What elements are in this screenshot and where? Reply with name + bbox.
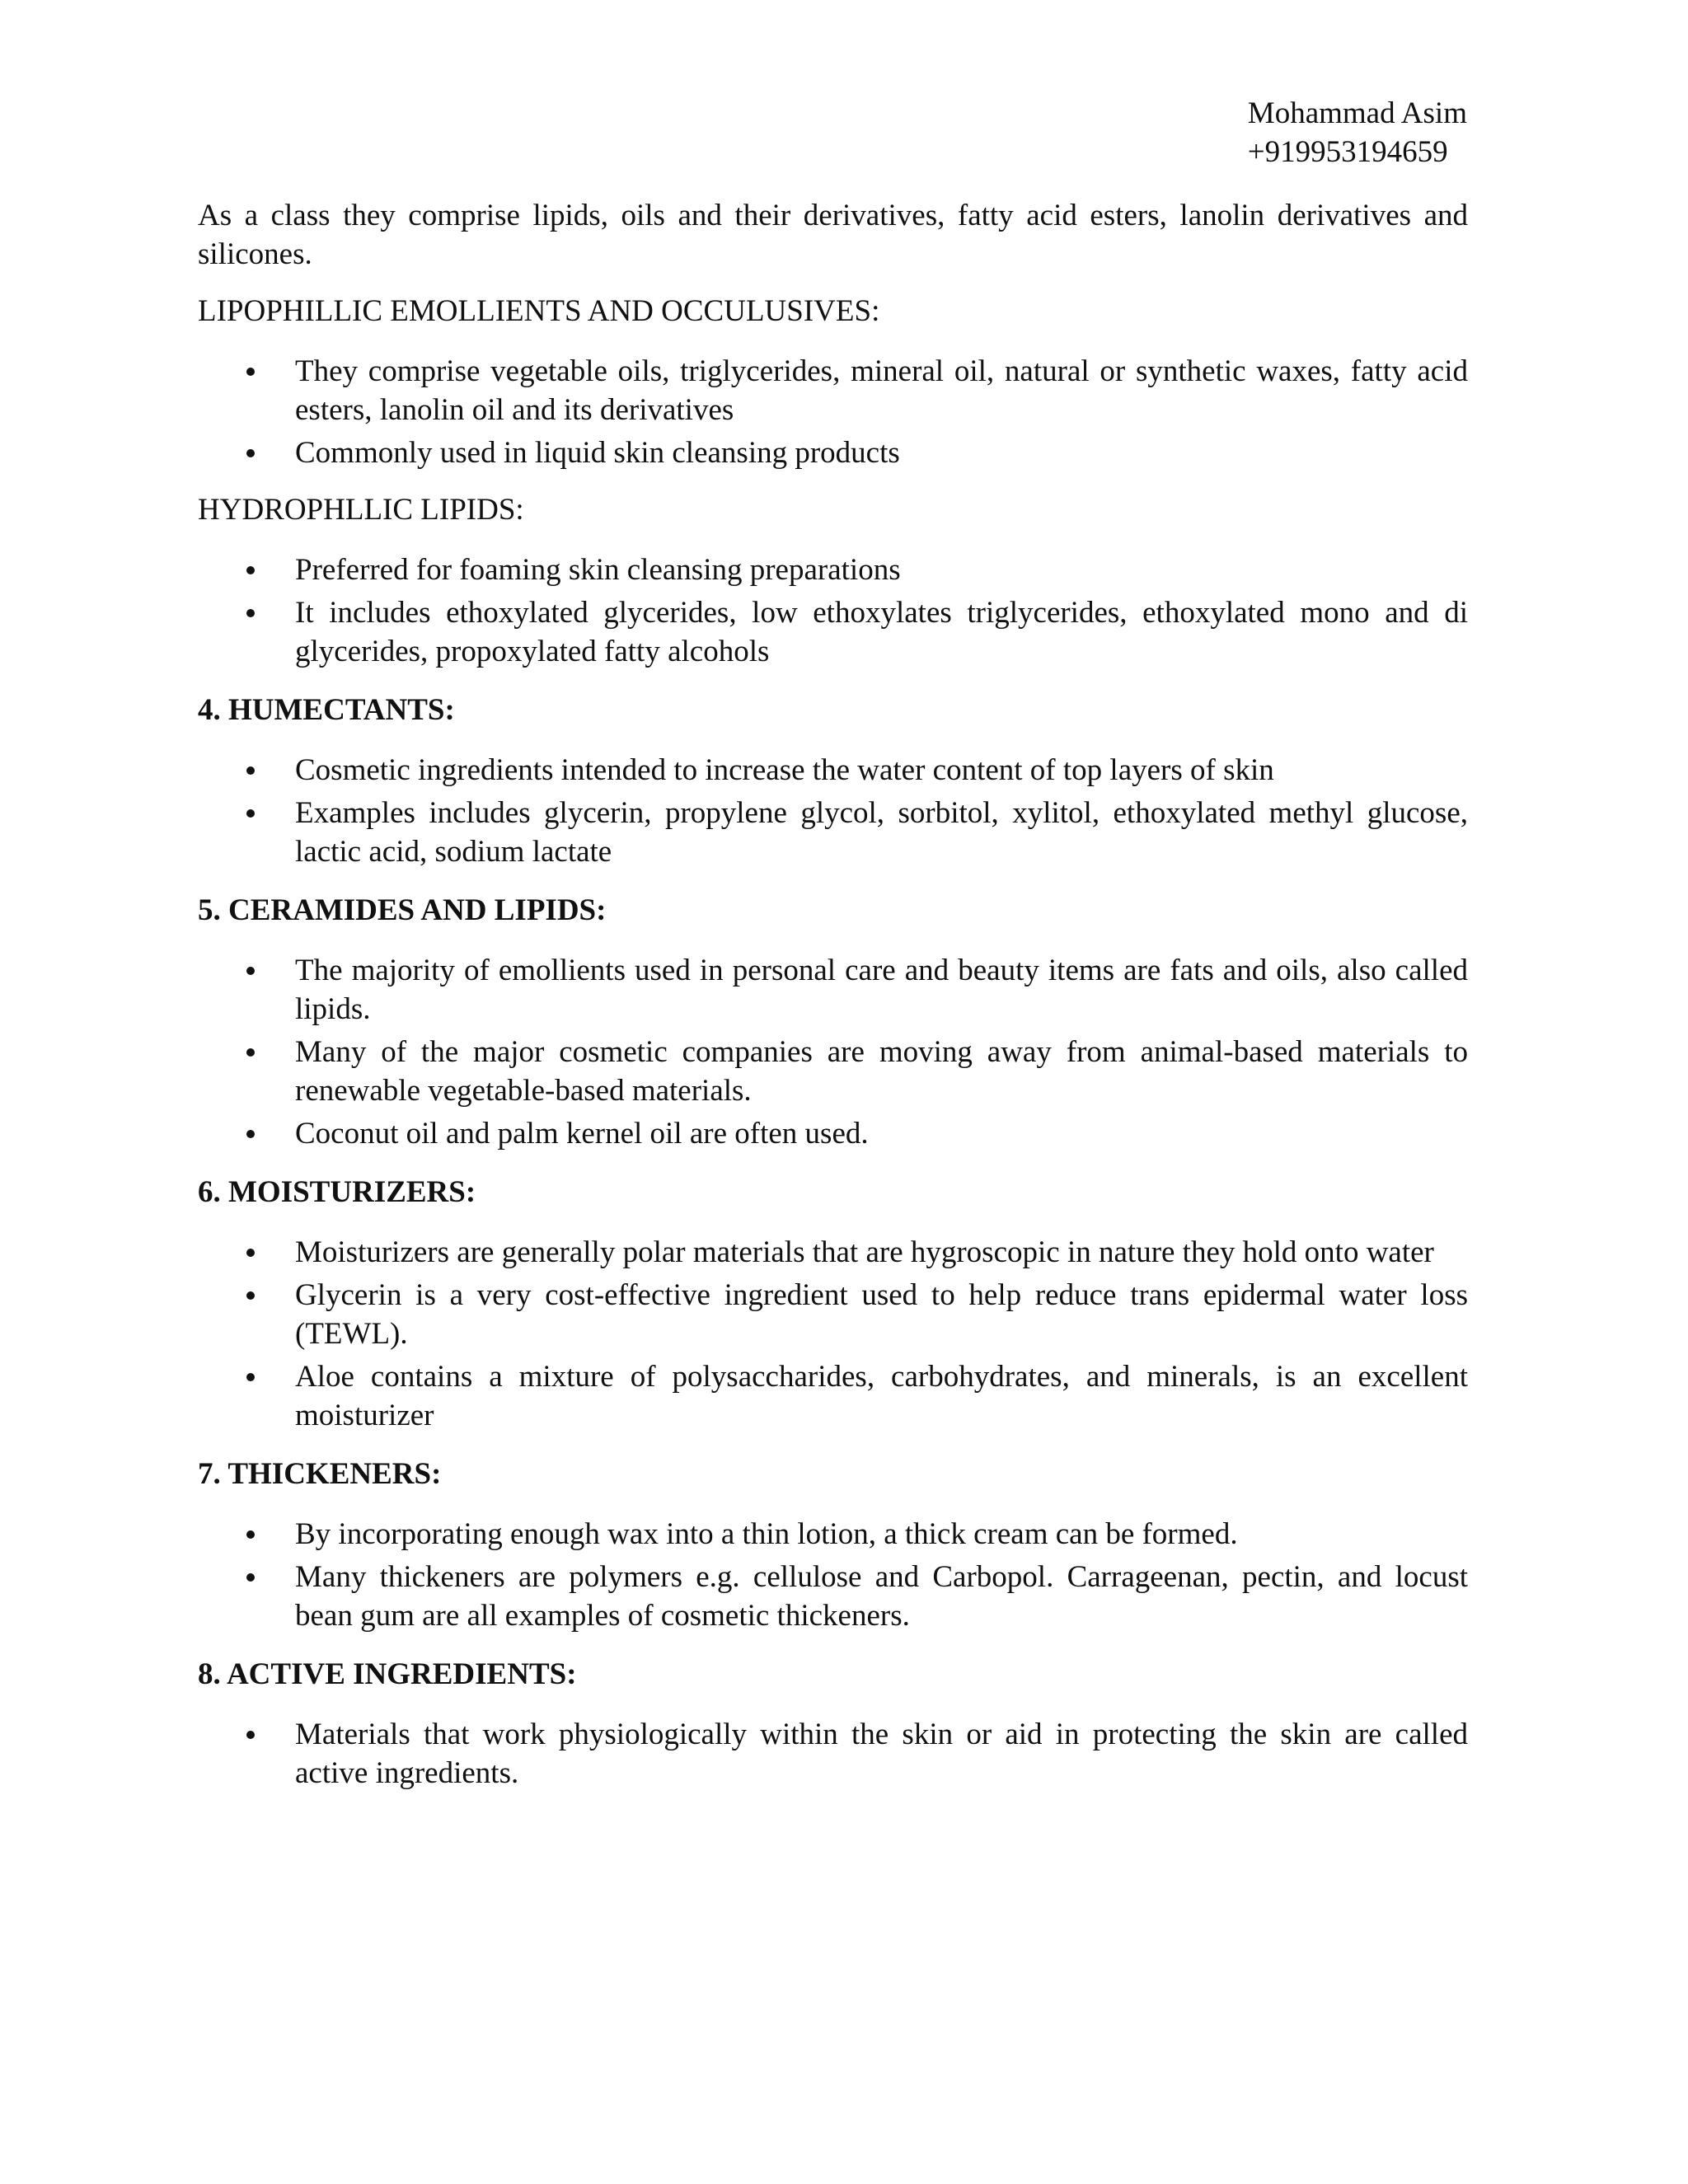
bullet-icon — [246, 368, 255, 376]
list-item: Moisturizers are generally polar materials that are hygroscopic in nature they hold onto water — [198, 1233, 1468, 1272]
list-item: Commonly used in liquid skin cleansing products — [198, 434, 1468, 472]
bullet-icon — [246, 609, 255, 617]
bullet-icon — [246, 566, 255, 574]
list-item: Examples includes glycerin, propylene glycol, sorbitol, xylitol, ethoxylated methyl glucose, lactic acid, sodium lactate — [198, 794, 1468, 871]
bullet-icon — [246, 766, 255, 775]
section-heading-hydrophllic: HYDROPHLLIC LIPIDS: — [198, 493, 524, 527]
list-item: Many of the major cosmetic companies are moving away from animal-based materials to renewable vegetable-based materials. — [198, 1033, 1468, 1110]
bullet-icon — [246, 967, 255, 975]
list-item: Aloe contains a mixture of polysaccharides, carbohydrates, and minerals, is an excellent moisturizer — [198, 1357, 1468, 1435]
list-item: Preferred for foaming skin cleansing preparations — [198, 551, 1468, 589]
bullet-icon — [246, 1530, 255, 1539]
author-phone: +919953194659 — [1247, 135, 1448, 169]
bullet-icon — [246, 1130, 255, 1138]
list-item: They comprise vegetable oils, triglycerides, mineral oil, natural or synthetic waxes, fatty acid esters, lanolin oil and its derivatives — [198, 352, 1468, 429]
section-heading-moisturizers: 6. MOISTURIZERS: — [198, 1175, 476, 1209]
author-name: Mohammad Asim — [1247, 96, 1467, 130]
bullet-icon — [246, 1573, 255, 1582]
bullet-list-lipophillic — [198, 352, 1468, 472]
bullet-list-ceramides — [198, 951, 1468, 1153]
bullet-list-moisturizers — [198, 1233, 1468, 1435]
section-heading-ceramides: 5. CERAMIDES AND LIPIDS: — [198, 893, 607, 927]
bullet-list-active-ingredients — [198, 1715, 1468, 1793]
bullet-list-humectants — [198, 751, 1468, 871]
bullet-icon — [246, 1048, 255, 1057]
list-item: It includes ethoxylated glycerides, low ethoxylates triglycerides, ethoxylated mono and di glycerides, propoxylated fatty alcohols — [198, 593, 1468, 671]
author-header — [1248, 94, 1467, 171]
list-item: Materials that work physiologically within the skin or aid in protecting the skin are called active ingredients. — [198, 1715, 1468, 1793]
intro-paragraph: As a class they comprise lipids, oils and their derivatives, fatty acid esters, lanolin derivatives and silicones. — [198, 199, 1468, 271]
bullet-icon — [246, 1373, 255, 1381]
bullet-icon — [246, 809, 255, 818]
list-item: Coconut oil and palm kernel oil are often used. — [198, 1114, 1468, 1153]
document-body — [198, 196, 1468, 1797]
list-item: The majority of emollients used in personal care and beauty items are fats and oils, also called lipids. — [198, 951, 1468, 1029]
list-item: By incorporating enough wax into a thin lotion, a thick cream can be formed. — [198, 1515, 1468, 1554]
bullet-list-hydrophllic — [198, 551, 1468, 671]
section-heading-active-ingredients: 8. ACTIVE INGREDIENTS: — [198, 1657, 577, 1691]
list-item: Cosmetic ingredients intended to increase the water content of top layers of skin — [198, 751, 1468, 790]
bullet-icon — [246, 449, 255, 457]
list-item: Glycerin is a very cost-effective ingredient used to help reduce trans epidermal water loss (TEWL). — [198, 1276, 1468, 1353]
bullet-icon — [246, 1249, 255, 1257]
list-item: Many thickeners are polymers e.g. cellulose and Carbopol. Carrageenan, pectin, and locust bean gum are all examples of cosmetic thickeners. — [198, 1558, 1468, 1635]
section-heading-humectants: 4. HUMECTANTS: — [198, 693, 455, 727]
section-heading-lipophillic: LIPOPHILLIC EMOLLIENTS AND OCCULUSIVES: — [198, 294, 880, 328]
section-heading-thickeners: 7. THICKENERS: — [198, 1457, 442, 1491]
bullet-icon — [246, 1291, 255, 1300]
bullet-list-thickeners — [198, 1515, 1468, 1635]
bullet-icon — [246, 1731, 255, 1739]
